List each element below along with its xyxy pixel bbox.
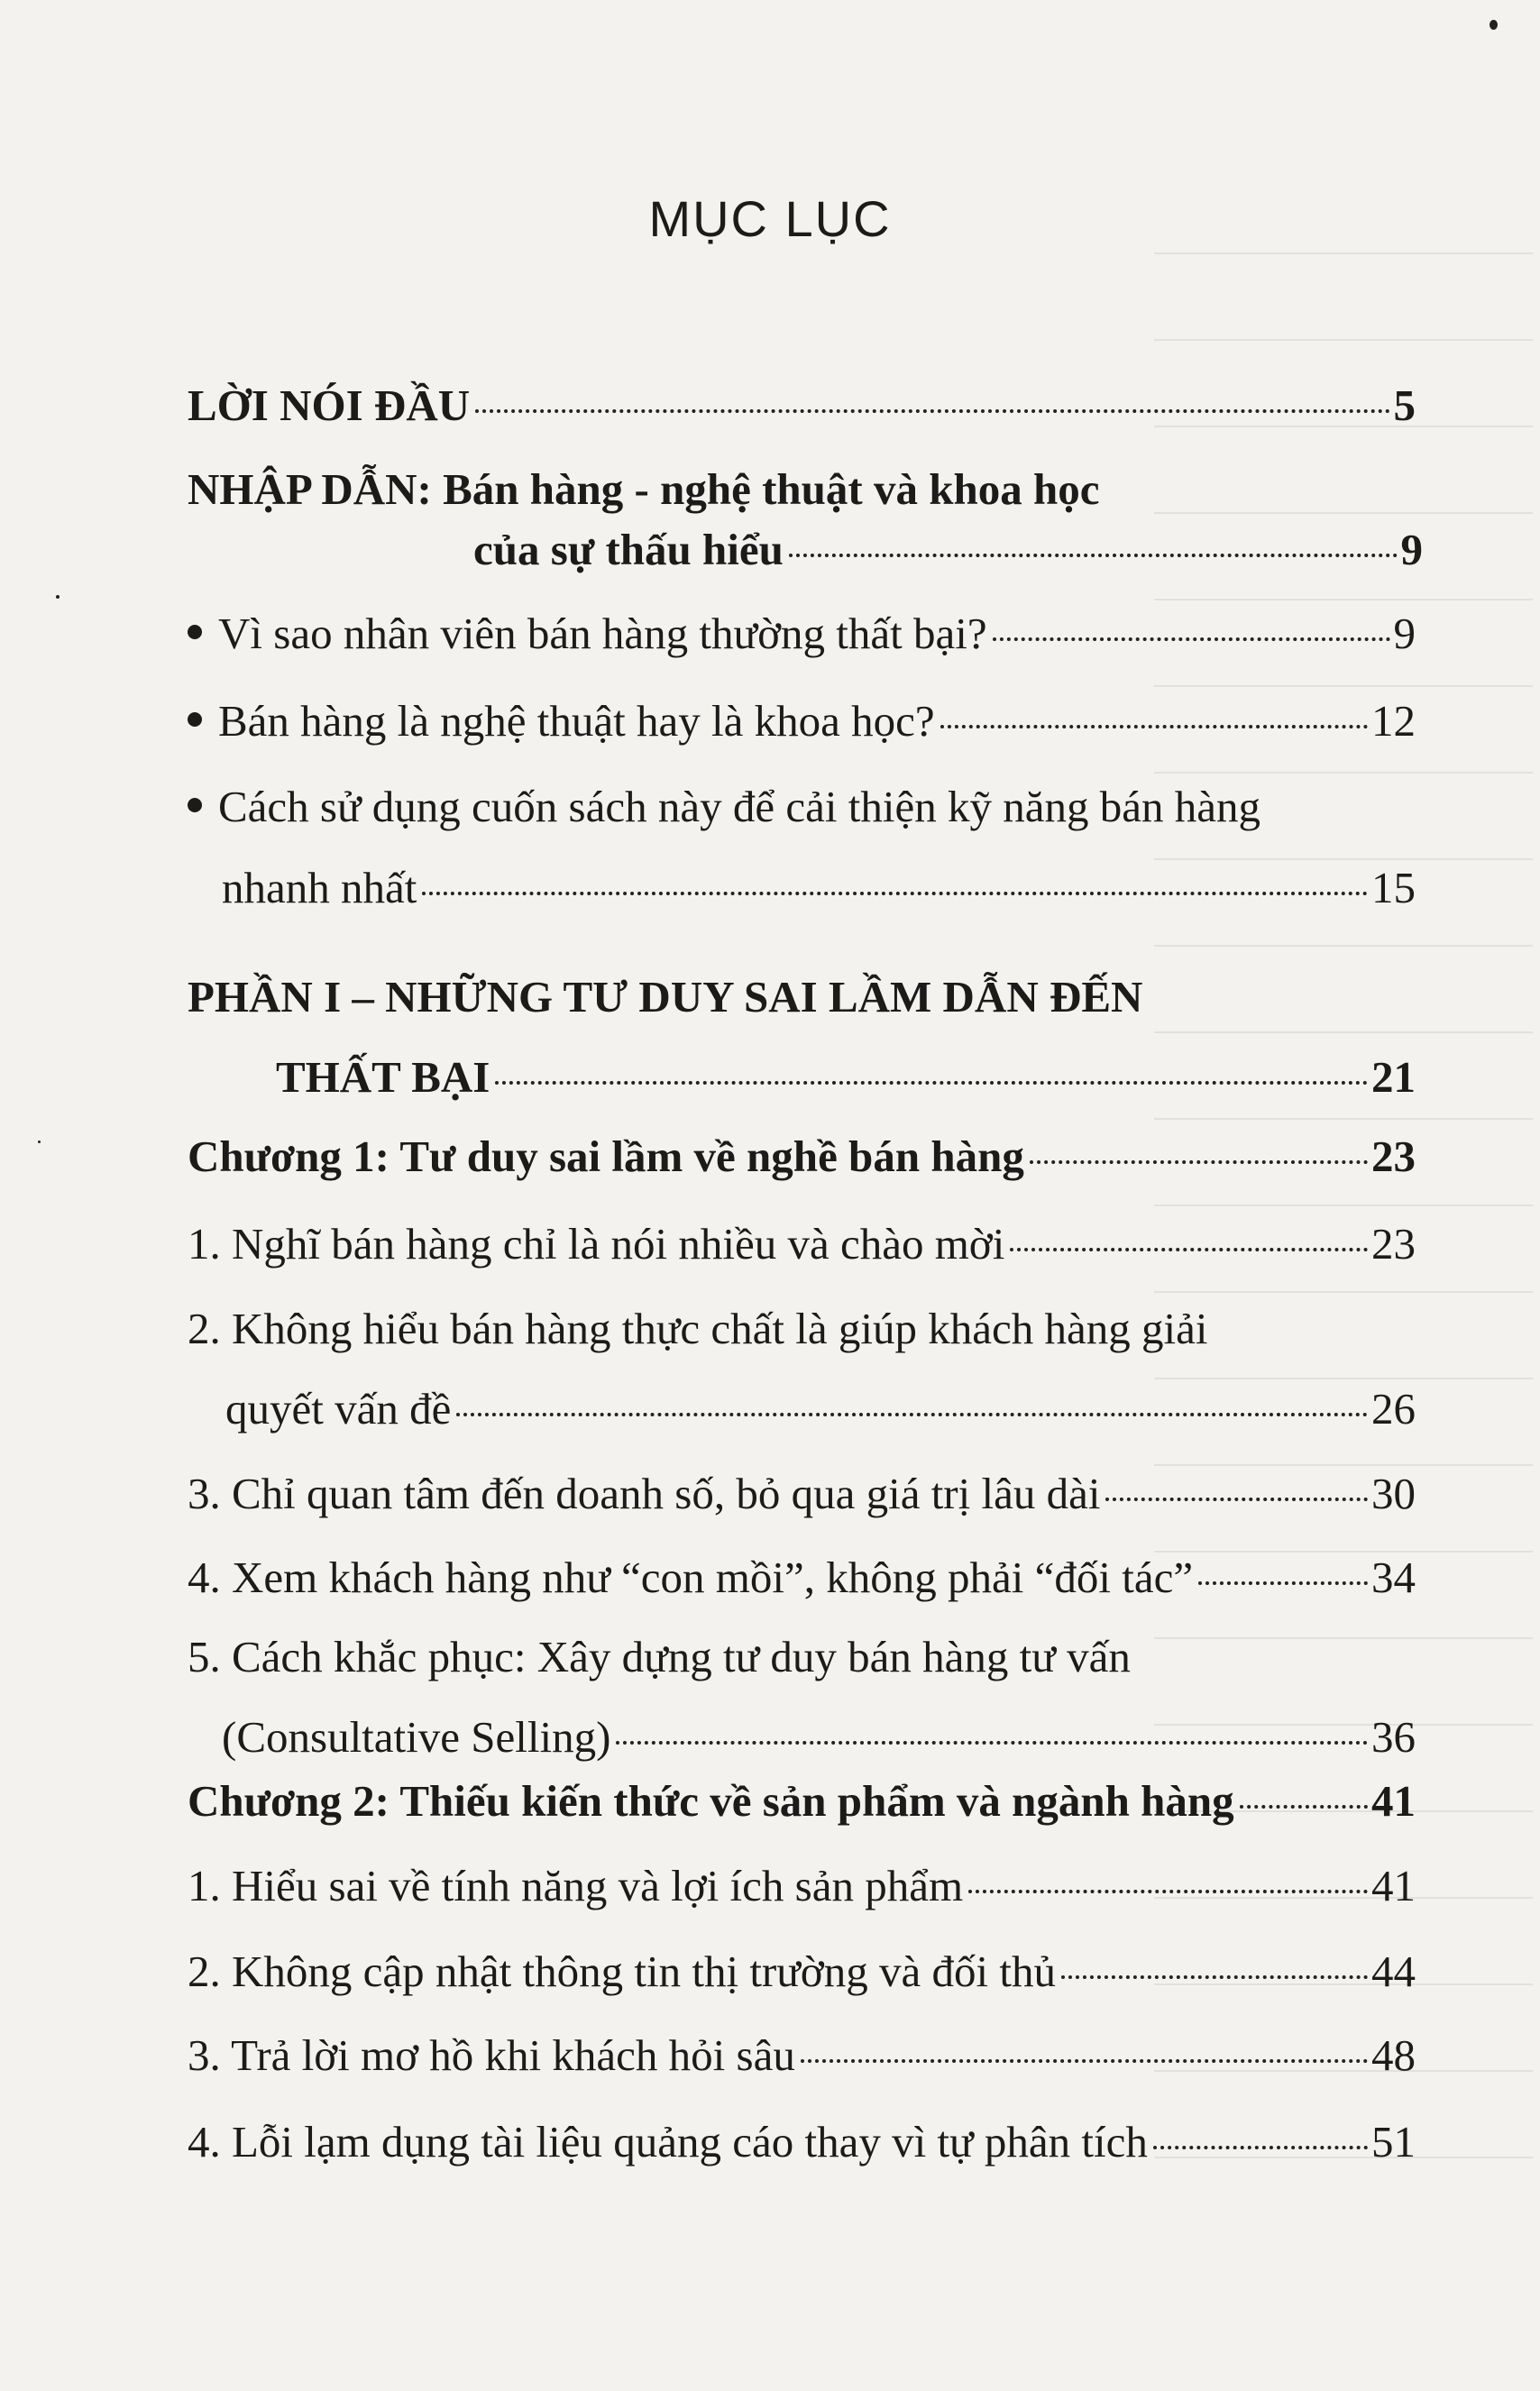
dot-leader bbox=[1061, 1975, 1368, 1979]
dot-leader bbox=[1030, 1160, 1368, 1164]
toc-entry-part1[interactable] bbox=[276, 1050, 1416, 1104]
toc-entry-page: 34 bbox=[1371, 1553, 1416, 1602]
toc-entry-label: Chương 1: Tư duy sai lầm về nghề bán hàng bbox=[188, 1131, 1024, 1181]
toc-entry-label: (Consultative Selling) bbox=[222, 1712, 611, 1762]
bullet-icon bbox=[188, 798, 202, 812]
dot-leader bbox=[993, 637, 1390, 641]
dot-leader bbox=[1240, 1805, 1368, 1809]
toc-entry-page: 15 bbox=[1371, 863, 1416, 912]
page-speck bbox=[38, 1141, 41, 1143]
toc-entry-chapter2-item[interactable] bbox=[188, 2029, 1416, 2083]
toc-entry-chapter1-item-line1[interactable]: 2. Không hiểu bán hàng thực chất là giúp khách hàng giải bbox=[188, 1304, 1208, 1353]
toc-entry-label: Chương 2: Thiếu kiến thức về sản phẩm và ngành hàng bbox=[188, 1776, 1234, 1826]
toc-entry-label: 3. Chỉ quan tâm đến doanh số, bỏ qua giá trị lâu dài bbox=[188, 1469, 1101, 1518]
toc-entry-page: 5 bbox=[1393, 380, 1416, 430]
page-title: MỤC LỤC bbox=[648, 190, 892, 247]
dot-leader bbox=[1198, 1581, 1368, 1585]
toc-entry-label: quyết vấn đề bbox=[225, 1384, 452, 1434]
dot-leader bbox=[1153, 2146, 1368, 2149]
toc-entry-intro[interactable] bbox=[473, 523, 1423, 577]
toc-entry-chapter1-item-line1[interactable]: 5. Cách khắc phục: Xây dựng tư duy bán hàng tư vấn bbox=[188, 1632, 1131, 1681]
dot-leader bbox=[940, 725, 1368, 728]
dot-leader bbox=[801, 2059, 1368, 2063]
toc-entry-chapter1[interactable] bbox=[188, 1130, 1416, 1184]
toc-entry-label: LỜI NÓI ĐẦU bbox=[188, 380, 471, 430]
toc-entry-page: 26 bbox=[1371, 1384, 1416, 1434]
dot-leader bbox=[616, 1741, 1368, 1745]
toc-entry-page: 21 bbox=[1371, 1052, 1416, 1102]
toc-entry-chapter2-item[interactable] bbox=[188, 1859, 1416, 1913]
toc-entry-label: THẤT BẠI bbox=[276, 1052, 490, 1102]
toc-entry-page: 30 bbox=[1371, 1469, 1416, 1518]
toc-entry-chapter2-item[interactable] bbox=[188, 1945, 1416, 1999]
toc-entry-page: 9 bbox=[1400, 525, 1423, 574]
toc-entry-page: 51 bbox=[1371, 2117, 1416, 2167]
dot-leader bbox=[422, 892, 1368, 895]
toc-entry-part1-line1[interactable]: PHẦN I – NHỮNG TƯ DUY SAI LẦM DẪN ĐẾN bbox=[188, 972, 1143, 1021]
toc-entry-page: 41 bbox=[1371, 1861, 1416, 1910]
toc-entry-label: 4. Lỗi lạm dụng tài liệu quảng cáo thay vì tự phân tích bbox=[188, 2117, 1148, 2167]
toc-entry-label: nhanh nhất bbox=[222, 863, 417, 912]
dot-leader bbox=[1010, 1248, 1368, 1251]
toc-entry-page: 9 bbox=[1393, 609, 1416, 658]
toc-entry-label: 1. Hiểu sai về tính năng và lợi ích sản phẩm bbox=[188, 1861, 964, 1910]
toc-entry-intro-item-line1[interactable] bbox=[188, 780, 1260, 834]
dot-leader bbox=[495, 1081, 1368, 1085]
toc-entry-label: Bán hàng là nghệ thuật hay là khoa học? bbox=[218, 696, 935, 746]
toc-entry-chapter1-item[interactable] bbox=[188, 1217, 1416, 1271]
toc-entry-preface[interactable] bbox=[188, 379, 1416, 433]
toc-entry-label: Cách sử dụng cuốn sách này để cải thiện kỹ năng bán hàng bbox=[218, 782, 1260, 831]
toc-entry-chapter1-item[interactable] bbox=[188, 1551, 1416, 1605]
dot-leader bbox=[789, 554, 1398, 557]
bullet-icon bbox=[188, 712, 202, 727]
toc-entry-label: 3. Trả lời mơ hồ khi khách hỏi sâu bbox=[188, 2030, 795, 2080]
toc-entry-page: 48 bbox=[1371, 2030, 1416, 2080]
toc-entry-chapter2[interactable] bbox=[188, 1774, 1416, 1828]
toc-entry-intro-line1[interactable]: NHẬP DẪN: Bán hàng - nghệ thuật và khoa học bbox=[188, 464, 1100, 514]
dot-leader bbox=[456, 1413, 1368, 1416]
toc-entry-chapter1-item[interactable] bbox=[188, 1467, 1416, 1521]
toc-entry-page: 23 bbox=[1371, 1131, 1416, 1181]
toc-entry-intro-item[interactable] bbox=[222, 861, 1416, 915]
toc-entry-label: của sự thấu hiểu bbox=[473, 525, 784, 574]
toc-entry-page: 41 bbox=[1371, 1776, 1416, 1826]
page-speck bbox=[56, 595, 60, 599]
toc-entry-intro-item[interactable] bbox=[188, 607, 1416, 661]
toc-entry-chapter1-item[interactable] bbox=[225, 1382, 1416, 1436]
dot-leader bbox=[475, 409, 1389, 413]
toc-entry-label: Vì sao nhân viên bán hàng thường thất bại? bbox=[218, 609, 987, 658]
toc-entry-page: 44 bbox=[1371, 1947, 1416, 1996]
toc-entry-label: 2. Không cập nhật thông tin thị trường và đối thủ bbox=[188, 1947, 1056, 1996]
toc-entry-chapter1-item[interactable] bbox=[222, 1710, 1416, 1764]
toc-entry-label: 4. Xem khách hàng như “con mồi”, không phải “đối tác” bbox=[188, 1553, 1194, 1602]
toc-entry-label: 1. Nghĩ bán hàng chỉ là nói nhiều và chào mời bbox=[188, 1219, 1005, 1269]
toc-entry-intro-item[interactable] bbox=[188, 694, 1416, 748]
page-speck bbox=[1490, 20, 1498, 30]
toc-entry-page: 23 bbox=[1371, 1219, 1416, 1269]
dot-leader bbox=[968, 1890, 1368, 1893]
toc-entry-chapter2-item[interactable] bbox=[188, 2115, 1416, 2169]
toc-entry-page: 36 bbox=[1371, 1712, 1416, 1762]
dot-leader bbox=[1105, 1498, 1368, 1501]
toc-entry-page: 12 bbox=[1371, 696, 1416, 746]
bullet-icon bbox=[188, 625, 202, 639]
